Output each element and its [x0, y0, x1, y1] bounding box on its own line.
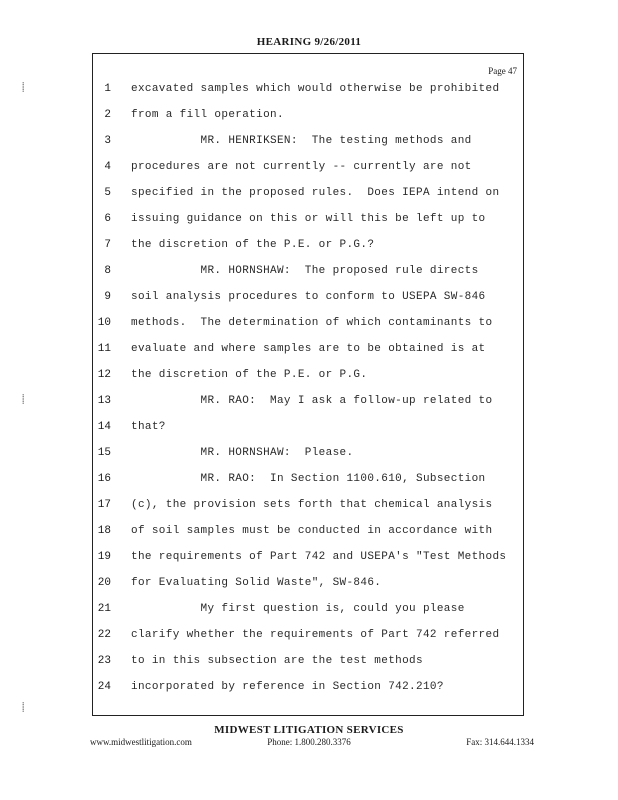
line-number: 10 — [97, 317, 111, 329]
page-header: HEARING 9/26/2011 — [256, 36, 362, 48]
footer-fax: Fax: 314.644.1334 — [466, 737, 534, 747]
scan-artifact-mark: ⸽ — [22, 395, 25, 405]
line-text: excavated samples which would otherwise be prohibited — [131, 83, 500, 95]
line-text: MR. HENRIKSEN: The testing methods and — [131, 135, 472, 147]
transcript-line — [93, 212, 523, 238]
transcript-line — [93, 602, 523, 628]
transcript-line — [93, 264, 523, 290]
line-text: that? — [131, 421, 166, 433]
transcript-line — [93, 654, 523, 680]
line-text: clarify whether the requirements of Part 742 referred — [131, 629, 500, 641]
transcript-line — [93, 160, 523, 186]
line-text: specified in the proposed rules. Does IEPA intend on — [131, 187, 500, 199]
transcript-line — [93, 290, 523, 316]
line-number: 4 — [104, 161, 111, 173]
line-number: 11 — [97, 343, 111, 355]
line-text: from a fill operation. — [131, 109, 284, 121]
transcript-line — [93, 498, 523, 524]
line-text: the discretion of the P.E. or P.G.? — [131, 239, 375, 251]
line-number: 20 — [97, 577, 111, 589]
line-text: issuing guidance on this or will this be left up to — [131, 213, 486, 225]
transcript-line — [93, 446, 523, 472]
transcript-line — [93, 82, 523, 108]
line-number: 18 — [97, 525, 111, 537]
line-text: the requirements of Part 742 and USEPA's "Test Methods — [131, 551, 507, 563]
line-text: MR. RAO: In Section 1100.610, Subsection — [131, 473, 486, 485]
line-number: 22 — [97, 629, 111, 641]
line-text: procedures are not currently -- currently are not — [131, 161, 472, 173]
transcript-line — [93, 524, 523, 550]
line-text: MR. HORNSHAW: Please. — [131, 447, 354, 459]
footer-contact-row — [0, 737, 618, 751]
line-text: soil analysis procedures to conform to USEPA SW-846 — [131, 291, 486, 303]
line-number: 6 — [104, 213, 111, 225]
line-number: 24 — [97, 681, 111, 693]
transcript-line — [93, 342, 523, 368]
page-footer — [0, 724, 618, 751]
line-text: the discretion of the P.E. or P.G. — [131, 369, 368, 381]
line-number: 17 — [97, 499, 111, 511]
line-number: 14 — [97, 421, 111, 433]
line-text: My first question is, could you please — [131, 603, 465, 615]
line-text: (c), the provision sets forth that chemical analysis — [131, 499, 493, 511]
transcript-line — [93, 628, 523, 654]
line-number: 23 — [97, 655, 111, 667]
transcript-line — [93, 394, 523, 420]
transcript-line — [93, 368, 523, 394]
footer-phone: Phone: 1.800.280.3376 — [267, 737, 351, 747]
line-text: to in this subsection are the test methods — [131, 655, 423, 667]
line-number: 21 — [97, 603, 111, 615]
scan-artifact-mark: ⸽ — [22, 703, 25, 713]
line-number: 2 — [104, 109, 111, 121]
line-number: 3 — [104, 135, 111, 147]
page-number: Page 47 — [488, 66, 517, 76]
transcript-line — [93, 576, 523, 602]
transcript-line — [93, 472, 523, 498]
transcript-frame — [92, 53, 524, 716]
transcript-line — [93, 680, 523, 706]
transcript-line — [93, 550, 523, 576]
transcript-line — [93, 238, 523, 264]
line-number: 1 — [104, 83, 111, 95]
line-number: 8 — [104, 265, 111, 277]
line-number: 19 — [97, 551, 111, 563]
transcript-line — [93, 134, 523, 160]
line-number: 9 — [104, 291, 111, 303]
transcript-line — [93, 108, 523, 134]
transcript-lines — [93, 82, 523, 706]
line-number: 16 — [97, 473, 111, 485]
scan-artifact-mark: ⸽ — [22, 83, 25, 93]
line-text: MR. HORNSHAW: The proposed rule directs — [131, 265, 479, 277]
line-text: methods. The determination of which contaminants to — [131, 317, 493, 329]
line-number: 7 — [104, 239, 111, 251]
line-number: 15 — [97, 447, 111, 459]
line-number: 12 — [97, 369, 111, 381]
footer-company: MIDWEST LITIGATION SERVICES — [214, 724, 404, 736]
line-text: MR. RAO: May I ask a follow-up related to — [131, 395, 493, 407]
line-number: 5 — [104, 187, 111, 199]
transcript-line — [93, 316, 523, 342]
footer-website[interactable]: www.midwestlitigation.com — [90, 737, 192, 747]
line-number: 13 — [97, 395, 111, 407]
transcript-line — [93, 420, 523, 446]
line-text: incorporated by reference in Section 742.210? — [131, 681, 444, 693]
line-text: for Evaluating Solid Waste", SW-846. — [131, 577, 382, 589]
line-text: of soil samples must be conducted in accordance with — [131, 525, 493, 537]
line-text: evaluate and where samples are to be obtained is at — [131, 343, 486, 355]
transcript-line — [93, 186, 523, 212]
